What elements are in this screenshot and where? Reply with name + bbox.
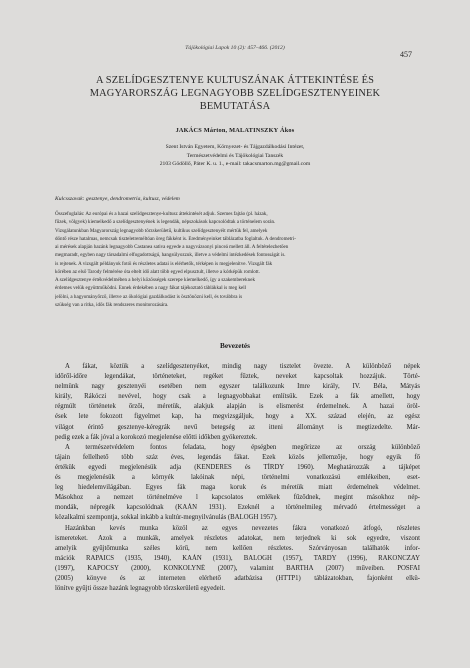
body-line: (1997), KAPOCSY (2000), KONKOLYNÉ (2007), valamint BARTHA (2007) műveiben. POSFAI — [55, 564, 420, 572]
affiliation — [0, 143, 470, 169]
body-line: régmúlt történetek őrzői, méretük, alakjuk alapján is elismerést érdemelnek. A hazai öröl- — [55, 403, 420, 411]
body-line: ések lete fokozott figyelmet kap, ha megvizsgáljuk, hogy a XX. század elején, az egész — [55, 413, 420, 421]
body-line: ismereteket. Azok a munkák, amelyek részletes adatokat, nem terjednek ki sok egyedre, viszont — [55, 534, 420, 542]
body-line: leg hiedelemvilágában. Egyes fák maga koruk és méretük miatt érdemelnek védelmet. — [55, 484, 420, 492]
body-line: tájain fellelhető több száz éves, legendás fákat. Ezek közös jellemzője, hogy egyik fő — [55, 453, 420, 461]
body-line: pedig ezek a fák jóval a korokozó megjelenése előtti időkben gyökereztek. — [55, 433, 257, 441]
body-text — [55, 362, 420, 594]
abstract-line: jelölni, a hagyományőrző, illetve az ökológiai gazdálkodást is ösztönözni kell, és továbbra is — [55, 293, 243, 300]
section-heading: Bevezetés — [220, 341, 250, 350]
title-line: MAGYARORSZÁG LEGNAGYOBB SZELÍDGESZTENYEINEK — [89, 88, 381, 100]
body-line: és megjelenésük a környék lakóinak népi, történelmi vonatkozású emlékeiben, eset- — [55, 474, 420, 482]
body-line: Másokhoz a nemzet történelméve l kapcsolatos emlékek fűződnek, megint másokhoz nép- — [55, 494, 420, 502]
abstract-line: szükség van a ritka, idős fák rendszeres monitorozására. — [55, 301, 169, 308]
abstract-line: is rejtenek. A vizsgált példányok fotói és részletes adatai is elérhetők, térképen is megjelenítve. Vizsgált fák — [55, 260, 273, 267]
abstract-line: fűzek, völgyek) kiemelkedő a szelídgesztenyének is legendák, népszokások kapcsolódtak a történelem során. — [55, 219, 276, 226]
affiliation-line: 2103 Gödöllő, Páter K. u. 1., e-mail: takacsmarton.mg@gmail.com — [159, 161, 311, 168]
abstract-line: érdemes velük együttműködni. Ennek érdekében a nagy fákat tájékoztató táblákkal is meg kell — [55, 285, 247, 292]
abstract-line: körében az első Tarody felmérése óta eltelt idő alatt több egyed elpusztult, illetve a kórképük romlott. — [55, 268, 260, 275]
authors: JAKÁCS Márton, MALATINSZKY Ákos — [175, 127, 295, 134]
body-line: lönítve gyűjti össze hazánk legnagyobb törzskerületű egyedeit. — [55, 585, 226, 593]
keywords: Kulcsszavak: gesztenye, dendrometria, kultusz, védelem — [55, 196, 180, 202]
body-line: időről-időre legendákat, történeteket, regéket fűztek, neveket kapcsoltak hozzájuk. Törté- — [55, 373, 420, 381]
title-line: A SZELÍDGESZTENYE KULTUSZÁNAK ÁTTEKINTÉSE ÉS — [95, 75, 375, 86]
body-line: közalkalmi szempontja, sokkal inkább a kultúr-megnyilvánulás (BALOGH 1957). — [55, 514, 278, 522]
abstract-line: döntő része hatalmas, nemcsak tiszteletreméltóan öreg fákként is. Eredményeinket táblázatba foglaltuk. A dendrometri- — [55, 235, 296, 242]
page-number: 457 — [400, 50, 412, 59]
body-line: értékük egyedi megjelenésük adja (KENDERES és TÍRDY 1960). Meghatározzák a tájképet — [55, 463, 420, 471]
abstract-line: ai mérések alapján hazánk legnagyobb Castanea sativa egyede a nagyvázsonyi pinceá mellett áll. A feltételezhetően — [55, 244, 289, 250]
body-line: király, Rákóczi nevével, hogy csak a legnagyobbakat említsük. Ezek a fák amellett, hogy — [55, 393, 420, 401]
body-line: mondák, népregék kapcsolódnak (KAÁN 1931). Ezeknél a történelmileg mérvadó értelmességet a — [55, 504, 420, 512]
title-line: BEMUTATÁSA — [199, 101, 271, 113]
abstract-line: megmaradt, egyben nagy társadalmi elfogadottságú, hangsúlyozzuk, illetve a védelmi intézkedések fontosságát is. — [55, 252, 286, 259]
journal-citation: Tájökológiai Lapok 10 (2): 457–466. (2012) — [185, 45, 285, 51]
body-line: amelyik gyűjtőmunka széles körű, nem kellően részletes. Szórványosan találhatók infor- — [55, 544, 420, 552]
affiliation-line: Szent István Egyetem, Környezet- és Tájgazdálkodási Intézet, — [165, 144, 305, 150]
body-line: nelmünk nagy gesztenyéi esetében nem egyszer találkozunk Imre király, IV. Béla, Mátyás — [55, 383, 420, 391]
body-line: világot érintő gesztenye-kéregrák nevű betegség az itteni állományt is megtizedelte. Már- — [55, 423, 420, 431]
body-line: mációk RAPAICS (1935, 1940), KAÁN (1931), BALOGH (1957), TARDY (1996), RAKONCZAY — [55, 554, 420, 562]
paper-title — [55, 74, 415, 114]
body-line: A fákat, köztük a szelídgesztenyéket, mindig nagy tisztelet övezte. A különböző népek — [65, 363, 420, 370]
body-line: (2005) könyve és az interneten elérhető adatbázisa (HTTP1) táblázatokban, fajonként elkü- — [55, 574, 420, 582]
abstract-line: Vizsgálatunkban Magyarország legnagyobb törzskerületű, kultikus szelídgesztenyéit mértük fel, amelyek — [55, 227, 268, 234]
body-line: Hazánkban kevés munka közöl az egyes nevezetes fákra vonatkozó átfogó, részletes — [65, 524, 420, 532]
abstract-line: A szelídgesztenye értékvédelmében a helyi közösségek szerepe kiemelkedő, így a szakembereknek — [55, 277, 255, 283]
body-line: A természetvédelem fontos feladata, hogy épségben megőrizze az ország különböző — [65, 443, 420, 451]
abstract-line: Összefoglalás: Az európai és a hazai szelídgesztenye-kultusz áttekintését adjuk. Szemes fajtáo (pl. házak, — [55, 211, 268, 217]
abstract — [55, 210, 418, 309]
affiliation-line: Természetvédelmi és Tájökológiai Tanszék — [186, 152, 284, 159]
